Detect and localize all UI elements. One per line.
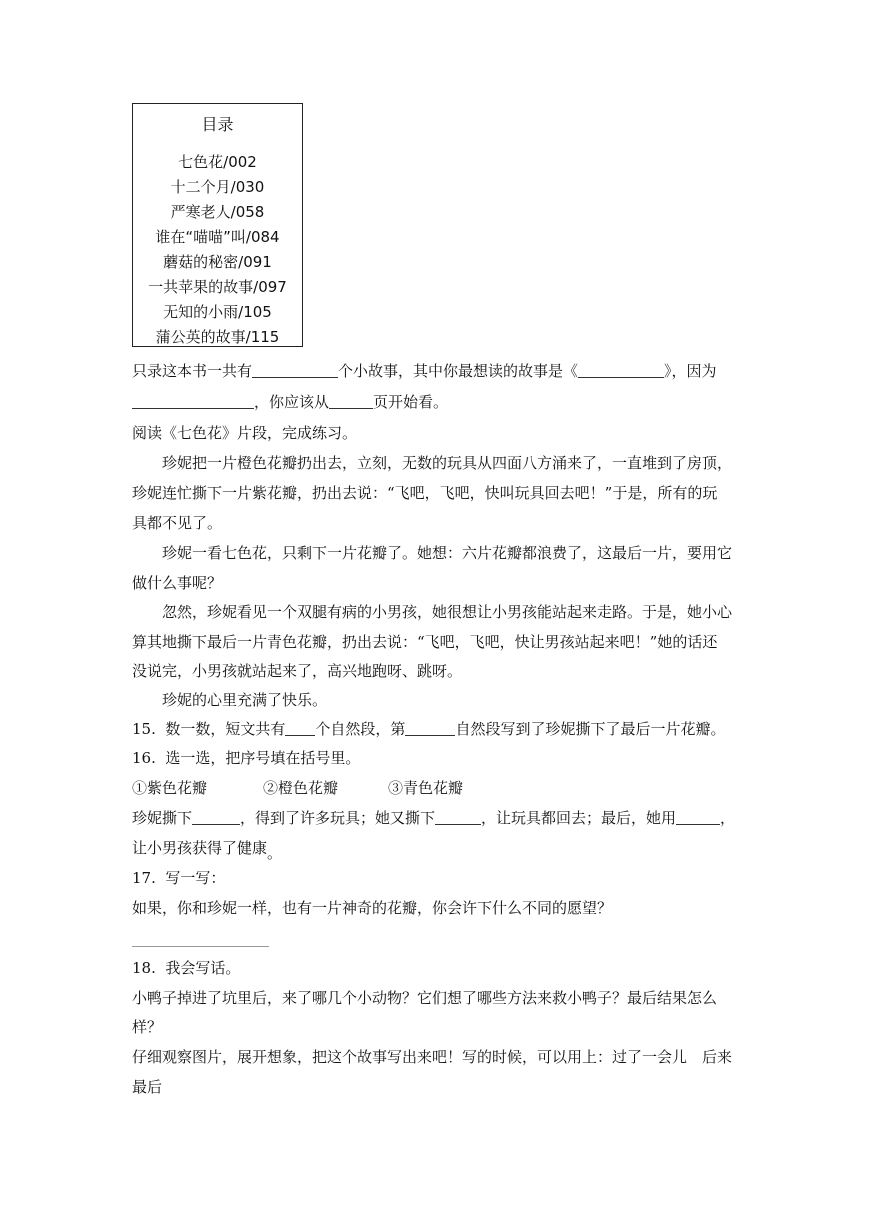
question-18: 18. 我会写话。 — [132, 959, 241, 977]
toc-item: 谁在“喵喵”叫/084 — [155, 228, 280, 246]
answer-blank-2[interactable] — [435, 809, 481, 825]
table-of-contents — [132, 103, 303, 347]
toc-item: 无知的小雨/105 — [163, 303, 272, 321]
option-1: ①紫色花瓣 — [132, 779, 208, 797]
toc-question-line-1: 只录这本书一共有 个小故事，其中你最想读的故事是《 》，因为 — [132, 362, 717, 380]
passage-line: 做什么事呢？ — [132, 574, 223, 592]
passage-line: 具都不见了。 — [132, 514, 223, 532]
toc-item: 一共苹果的故事/097 — [148, 278, 287, 296]
question-number: 18. — [132, 959, 156, 977]
question-number: 15. — [132, 720, 156, 738]
question-16-sentence-cont: 让小男孩获得了健康。 — [132, 839, 283, 862]
question-17-body: 如果，你和珍妮一样，也有一片神奇的花瓣，你会许下什么不同的愿望？ — [132, 899, 613, 917]
paragraph-number-blank[interactable] — [405, 720, 455, 736]
question-15: 15. 数一数，短文共有 个自然段，第 自然段写到了珍妮撕下了最后一片花瓣。 — [132, 720, 726, 738]
question-16-options — [132, 778, 463, 798]
question-18-line: 样？ — [132, 1018, 163, 1036]
answer-blank-3[interactable] — [676, 809, 720, 825]
paragraph-count-blank[interactable] — [285, 720, 315, 736]
start-page-blank[interactable] — [329, 393, 373, 409]
favorite-story-blank[interactable] — [578, 362, 664, 378]
story-count-blank[interactable] — [252, 362, 338, 378]
question-number: 17. — [132, 869, 156, 887]
toc-item: 七色花/002 — [178, 153, 257, 171]
question-16-sentence: 珍妮撕下 ，得到了许多玩具；她又撕下 ，让玩具都回去；最后，她用 ， — [132, 809, 736, 827]
toc-item: 十二个月/030 — [170, 178, 265, 196]
passage-line: 珍妮一看七色花，只剩下一片花瓣了。她想：六片花瓣都浪费了，这最后一片，要用它 — [162, 544, 733, 562]
passage-line: 没说完，小男孩就站起来了，高兴地跑呀、跳呀。 — [132, 662, 463, 680]
toc-item: 蒲公英的故事/115 — [155, 328, 280, 346]
answer-blank-1[interactable] — [192, 809, 240, 825]
option-2: ②橙色花瓣 — [263, 779, 339, 797]
question-number: 16. — [132, 749, 156, 767]
question-18-line: 仔细观察图片，展开想象，把这个故事写出来吧！写的时候，可以用上：过了一会儿 后来 — [132, 1048, 733, 1066]
question-17: 17. 写一写： — [132, 869, 226, 887]
passage-line: 珍妮的心里充满了快乐。 — [162, 691, 328, 709]
toc-question-line-2: ，你应该从 页开始看。 — [132, 392, 448, 412]
question-16: 16. 选一选，把序号填在括号里。 — [132, 749, 361, 767]
toc-title: 目录 — [201, 115, 234, 134]
question-18-line: 小鸭子掉进了坑里后，来了哪几个小动物？它们想了哪些方法来救小鸭子？最后结果怎么 — [132, 989, 718, 1007]
reason-blank[interactable] — [132, 393, 254, 409]
passage-line: 忽然，珍妮看见一个双腿有病的小男孩，她很想让小男孩能站起来走路。于是，她小心 — [162, 603, 733, 621]
reading-intro: 阅读《七色花》片段，完成练习。 — [132, 424, 358, 442]
passage-line: 算其地撕下最后一片青色花瓣，扔出去说：“飞吧，飞吧，快让男孩站起来吧！”她的话还 — [132, 633, 718, 651]
answer-line[interactable] — [132, 946, 269, 947]
option-3: ③青色花瓣 — [388, 779, 464, 797]
toc-item: 严寒老人/058 — [170, 203, 265, 221]
toc-item: 蘑菇的秘密/091 — [163, 253, 272, 271]
question-18-line: 最后 — [132, 1078, 163, 1096]
passage-line: 珍妮连忙撕下一片紫花瓣，扔出去说：“飞吧，飞吧，快叫玩具回去吧！”于是，所有的玩 — [132, 484, 718, 502]
passage-line: 珍妮把一片橙色花瓣扔出去，立刻，无数的玩具从四面八方涌来了，一直堆到了房顶， — [162, 454, 733, 472]
